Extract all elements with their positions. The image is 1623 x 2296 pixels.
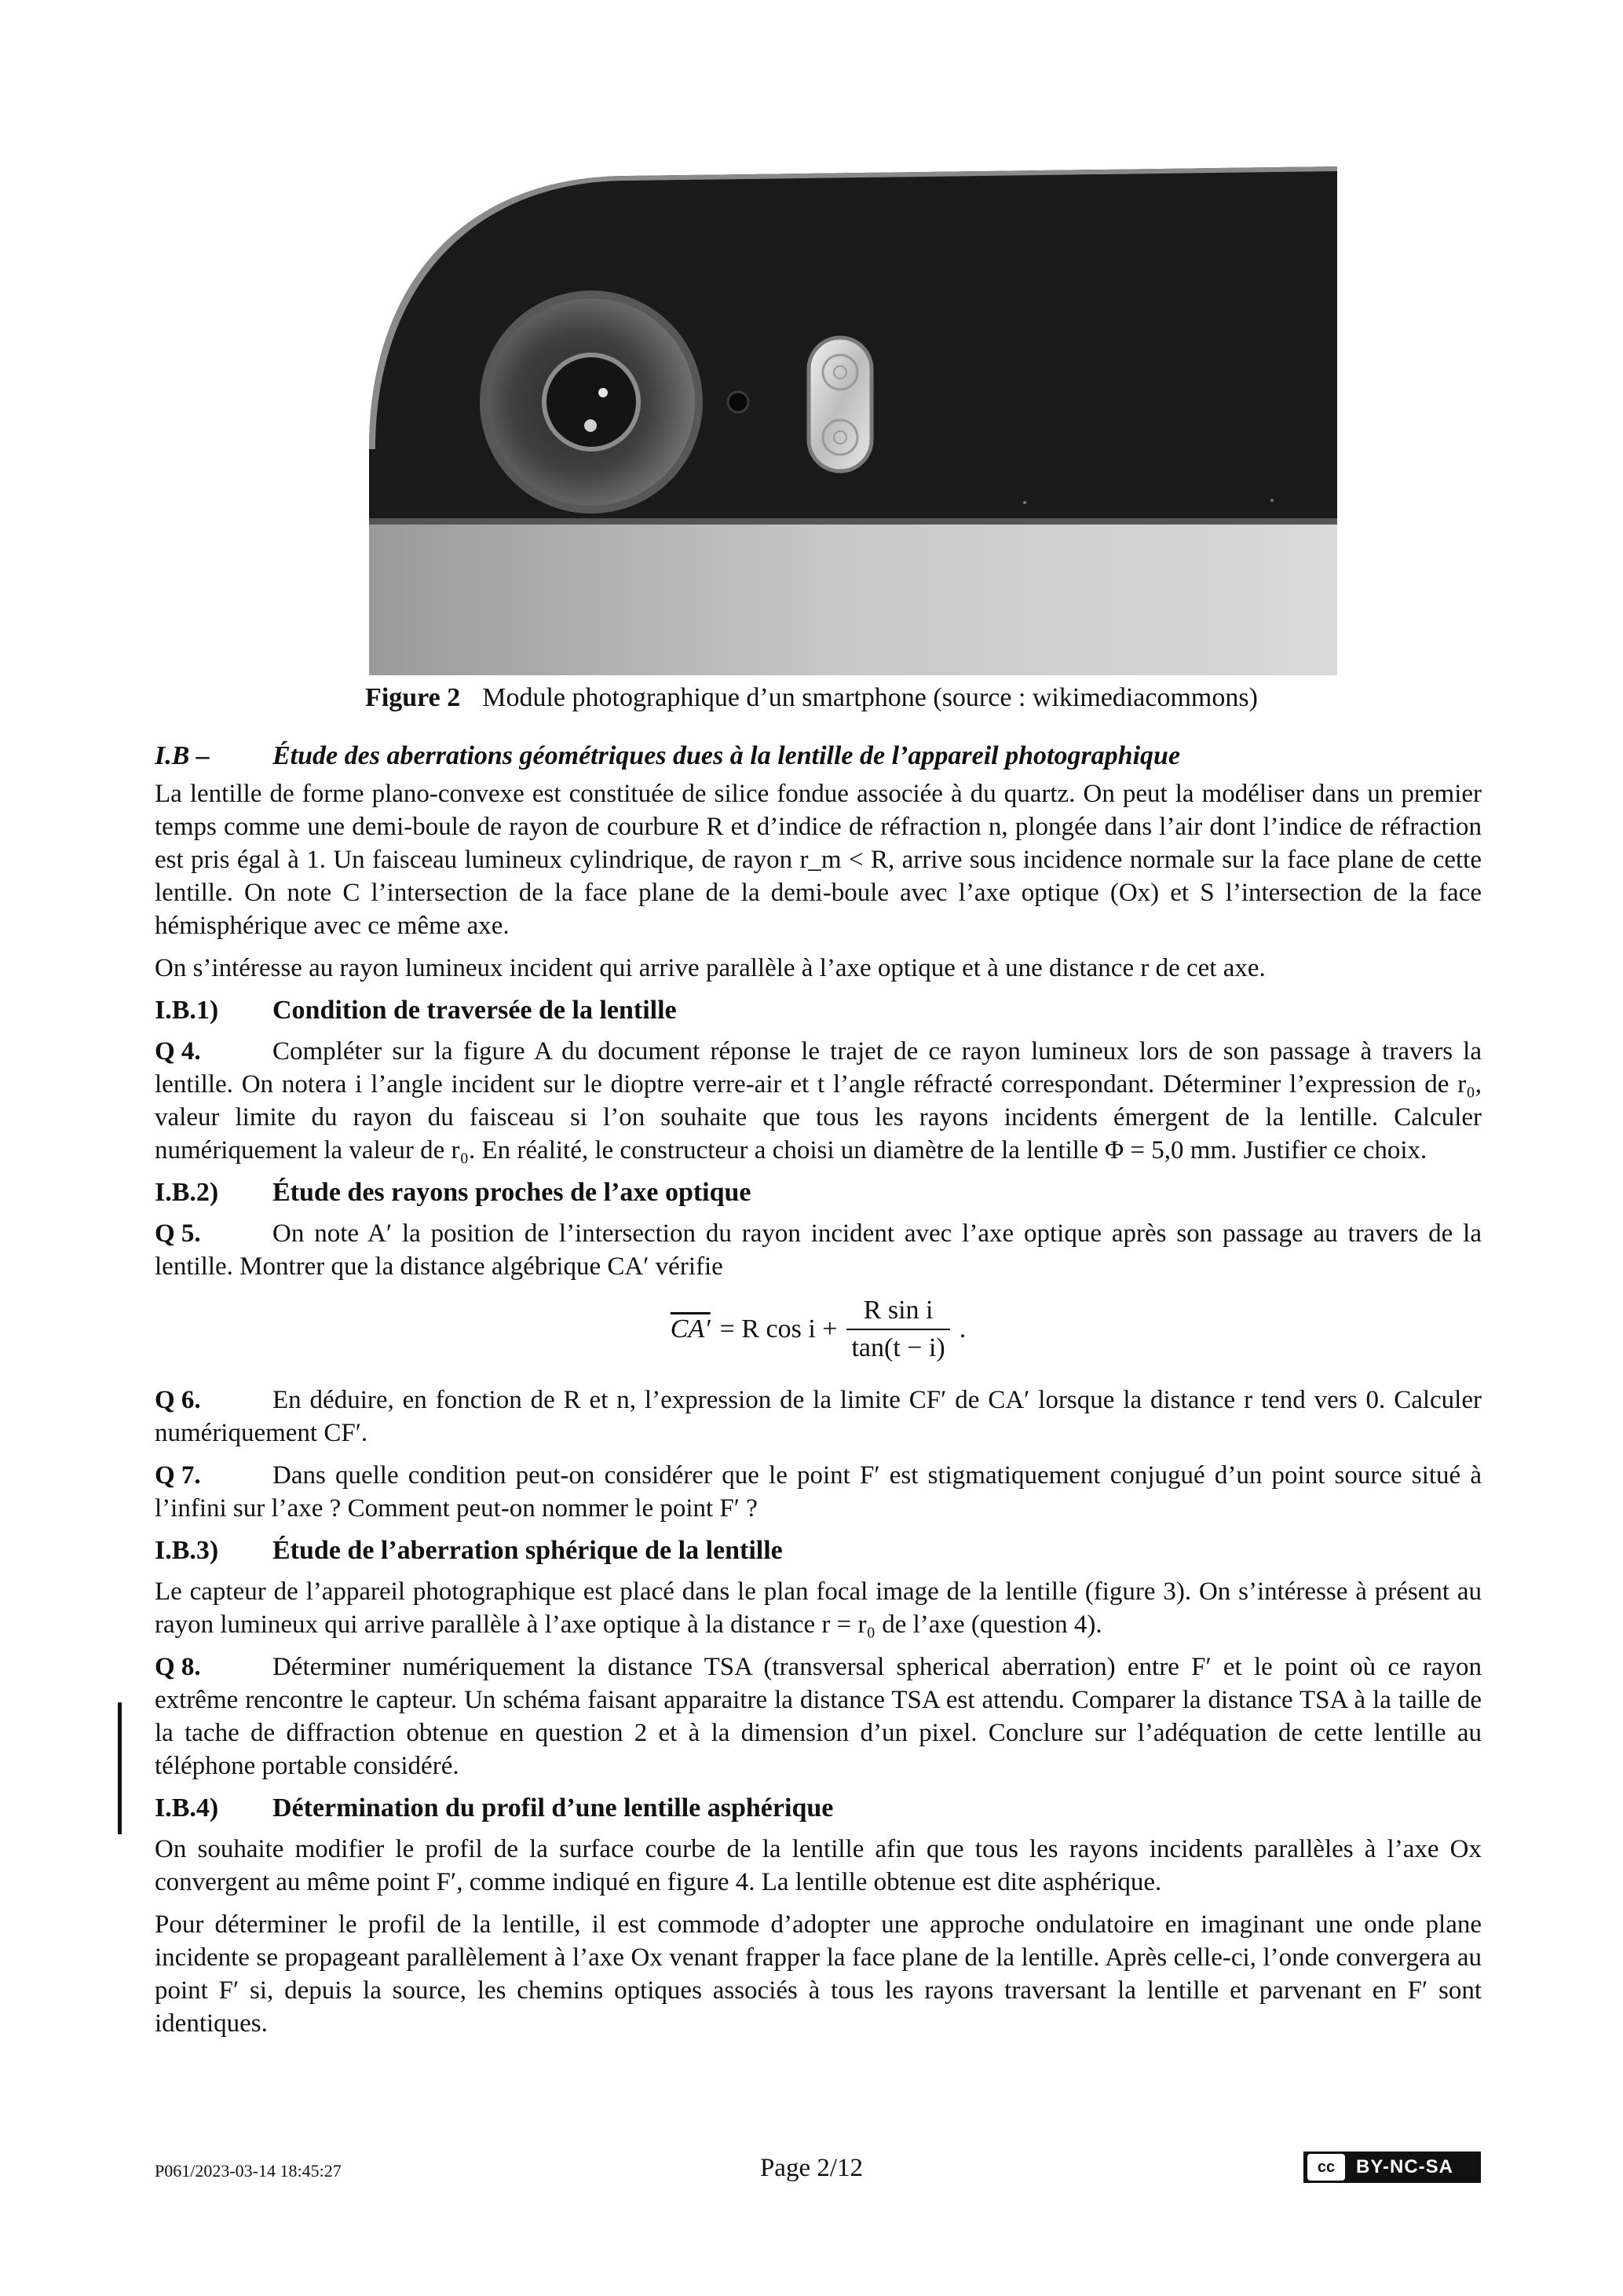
document-body (155, 740, 1482, 2049)
equation-denominator: tan(t − i) (851, 1333, 945, 1362)
subsection-number: I.B.1) (155, 996, 219, 1025)
equation-lhs: CA′ (670, 1314, 711, 1344)
page-number: Page 2/12 (759, 2154, 864, 2182)
question-text: Déterminer numériquement la distance TSA (transversal spherical aberration) entre F′ et le point où ce rayon extrême rencontre le capteur. Un schéma faisant apparaitre la distance TSA est attendu. Comparer la distance TSA à la taille de la tache de diffraction obtenue en question 2 et à la dimension d’un pixel. Conclure sur l’adéquation de cette lentille au téléphone portable considéré. (155, 1653, 1482, 1780)
subsection-3-paragraph: Le capteur de l’appareil photographique est placé dans le plan focal image de la lentille (figure 3). On s’intéresse à présent au rayon lumineux qui arrive parallèle à l’axe optique à la distance r = r₀ de l’axe (question 4). (155, 1578, 1482, 1639)
figure-caption-text: Module photographique d’un smartphone (source : wikimediacommons) (482, 683, 1258, 712)
question-label: Q 7. (155, 1461, 201, 1490)
equation-numerator: R sin i (846, 1292, 949, 1329)
subsection-title: Condition de traversée de la lentille (272, 996, 677, 1025)
intro-paragraph-2: On s’intéresse au rayon lumineux incident qui arrive parallèle à l’axe optique et à une distance r de cet axe. (155, 954, 1266, 982)
subsection-heading-2 (155, 1176, 1482, 1209)
question-label: Q 4. (155, 1037, 201, 1066)
section-heading (155, 740, 1482, 773)
equation-ca-prime (155, 1292, 1482, 1366)
section-title: Étude des aberrations géométriques dues à la lentille de l’appareil photographique (272, 741, 1181, 770)
creative-commons-icon: cc (1307, 2154, 1345, 2181)
question-4 (155, 1035, 1482, 1167)
subsection-heading-4 (155, 1792, 1482, 1825)
subsection-number: I.B.4) (155, 1793, 219, 1823)
subsection-4-paragraph-2: Pour déterminer le profil de la lentille, il est commode d’adopter une approche ondulatoire en imaginant une onde plane incidente se propageant parallèlement à l’axe Ox venant frapper la face plane de la lentille. Après celle-ci, l’onde convergera au point F′ si, depuis la source, les chemins optiques associés à tous les rayons traversant la lentille et parvenant en F′ sont identiques. (155, 1910, 1482, 2038)
revision-bar (118, 1702, 122, 1834)
question-7 (155, 1459, 1482, 1525)
license-text: BY-NC-SA (1356, 2156, 1454, 2177)
figure-caption (0, 683, 1623, 713)
question-5 (155, 1217, 1482, 1283)
subsection-number: I.B.3) (155, 1536, 219, 1565)
question-6 (155, 1384, 1482, 1450)
equation-end: . (959, 1314, 967, 1344)
question-text: Compléter sur la figure A du document réponse le trajet de ce rayon lumineux lors de son passage à travers la lentille. On notera i l’angle incident sur le dioptre verre-air et t l’angle réfracté correspondant. Déterminer l’expression de r₀, valeur limite du rayon du faisceau si l’on souhaite que tous les rayons incidents émergent de la lentille. Calculer numériquement la valeur de r₀. En réalité, le constructeur a choisi un diamètre de la lentille Φ = 5,0 mm. Justifier ce choix. (155, 1037, 1482, 1164)
equation-middle: = R cos i + (719, 1314, 838, 1344)
subsection-4-paragraph-1: On souhaite modifier le profil de la surface courbe de la lentille afin que tous les rayons incidents parallèles à l’axe Ox convergent au même point F′, comme indiqué en figure 4. La lentille obtenue est dite asphérique. (155, 1835, 1482, 1896)
subsection-title: Étude de l’aberration sphérique de la lentille (272, 1536, 783, 1565)
equation-fraction (846, 1292, 949, 1366)
license-badge (1303, 2152, 1481, 2183)
subsection-title: Détermination du profil d’une lentille asphérique (272, 1793, 834, 1823)
subsection-number: I.B.2) (155, 1178, 219, 1207)
section-number: I.B – (155, 741, 210, 770)
subsection-heading-3 (155, 1534, 1482, 1567)
question-text: En déduire, en fonction de R et n, l’expression de la limite CF′ de CA′ lorsque la distance r tend vers 0. Calculer numériquement CF′. (155, 1386, 1482, 1447)
question-label: Q 6. (155, 1386, 201, 1414)
subsection-heading-1 (155, 994, 1482, 1027)
question-label: Q 8. (155, 1653, 201, 1681)
question-label: Q 5. (155, 1219, 201, 1248)
question-8 (155, 1651, 1482, 1782)
subsection-title: Étude des rayons proches de l’axe optique (272, 1178, 751, 1207)
smartphone-camera-photo (369, 166, 1337, 675)
intro-paragraph-1: La lentille de forme plano-convexe est constituée de silice fondue associée à du quartz. On peut la modéliser dans un premier temps comme une demi-boule de rayon de courbure R et d’indice de réfraction n, plongée dans l’air dont l’indice de réfraction est pris égal à 1. Un faisceau lumineux cylindrique, de rayon r_m < R, arrive sous incidence normale sur la face plane de cette lentille. On note C l’intersection de la face plane de la demi-boule avec l’axe optique (Ox) et S l’intersection de la face hémisphérique avec ce même axe. (155, 780, 1482, 940)
question-text: Dans quelle condition peut-on considérer que le point F′ est stigmatiquement conjugué d’un point source situé à l’infini sur l’axe ? Comment peut-on nommer le point F′ ? (155, 1461, 1482, 1523)
footer-document-id: P061/2023-03-14 18:45:27 (155, 2161, 342, 2181)
figure-label: Figure 2 (365, 683, 461, 712)
question-text: On note A′ la position de l’intersection du rayon incident avec l’axe optique après son passage au travers de la lentille. Montrer que la distance algébrique CA′ vérifie (155, 1219, 1482, 1281)
